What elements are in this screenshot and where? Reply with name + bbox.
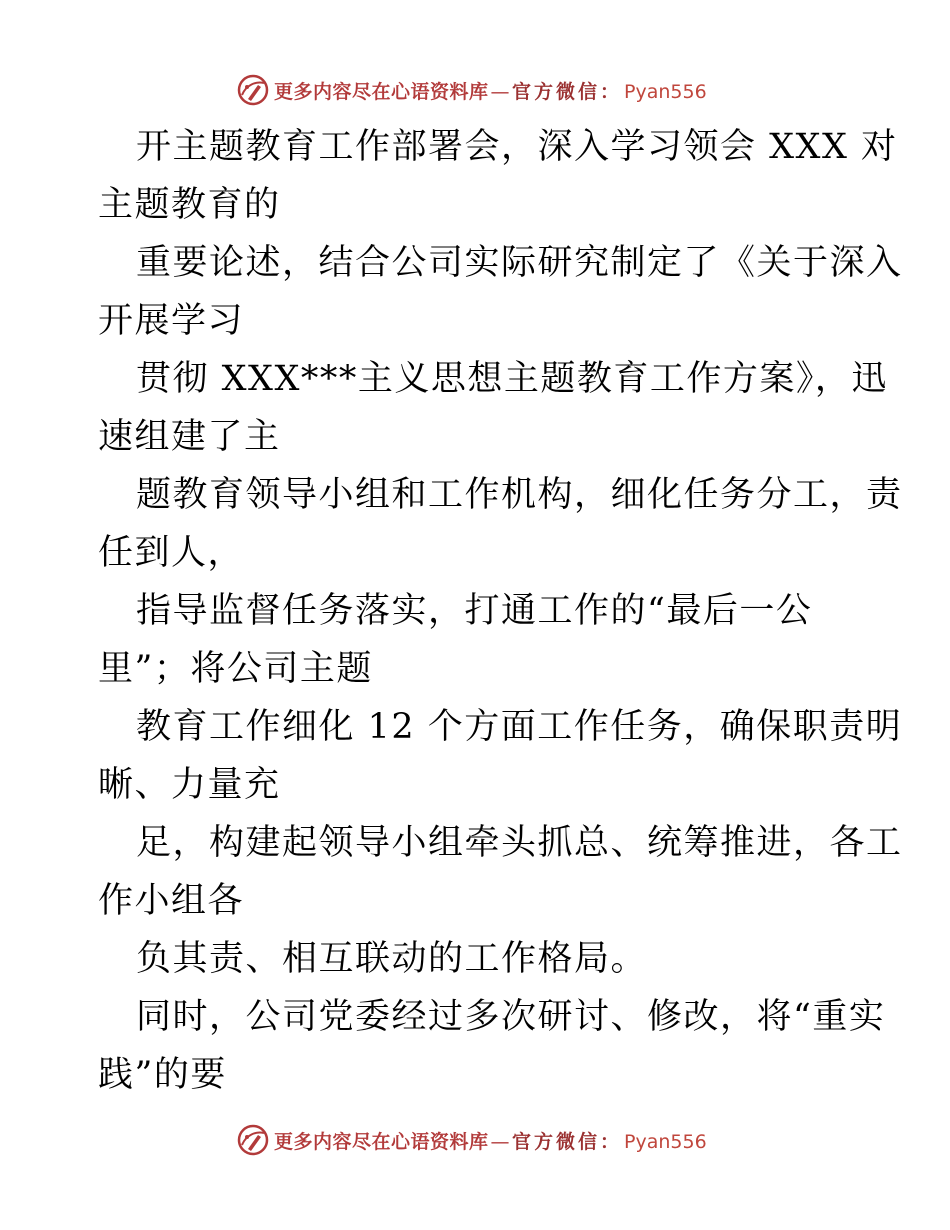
watermark-sub-text: 官方微信：: [512, 80, 623, 103]
body-line: 践”的要: [98, 1055, 227, 1095]
body-line: 指导监督任务落实，打通工作的“最后一公: [136, 591, 813, 631]
body-line: 负其责、相互联动的工作格局。: [136, 939, 648, 979]
body-line: 作小组各: [98, 881, 245, 921]
body-line: 同时，公司党委经过多次研讨、修改，将“重实: [136, 997, 886, 1037]
pen-logo-icon: [236, 1123, 270, 1157]
body-line: 教育工作细化 12 个方面工作任务，确保职责明: [136, 707, 903, 747]
body-line: 题教育领导小组和工作机构，细化任务分工，责: [136, 475, 903, 515]
watermark-wechat-id: Pyan556: [624, 1130, 707, 1153]
body-line: 贯彻 XXX***主义思想主题教育工作方案》，迅: [136, 359, 888, 399]
body-line: 足，构建起领导小组牵头抓总、统筹推进，各工: [136, 823, 903, 863]
body-line: 主题教育的: [98, 185, 281, 225]
body-line: 开展学习: [98, 301, 245, 341]
watermark-dash: —: [490, 80, 511, 103]
body-line: 任到人，: [98, 533, 245, 573]
pen-logo-icon: [236, 73, 270, 107]
watermark-sub-text: 官方微信：: [512, 1130, 623, 1153]
watermark-site-text: 更多内容尽在心语资料库: [274, 1130, 489, 1153]
watermark-site-text: 更多内容尽在心语资料库: [274, 80, 489, 103]
watermark-wechat-id: Pyan556: [624, 80, 707, 103]
footer-watermark: [236, 1122, 707, 1158]
body-line: 速组建了主: [98, 417, 281, 457]
body-line: 里”；将公司主题: [98, 649, 373, 689]
header-watermark: [236, 72, 707, 108]
body-line: 重要论述，结合公司实际研究制定了《关于深入: [136, 243, 903, 283]
body-line: 开主题教育工作部署会，深入学习领会 XXX 对: [136, 127, 898, 167]
watermark-dash: —: [490, 1130, 511, 1153]
body-line: 晰、力量充: [98, 765, 281, 805]
